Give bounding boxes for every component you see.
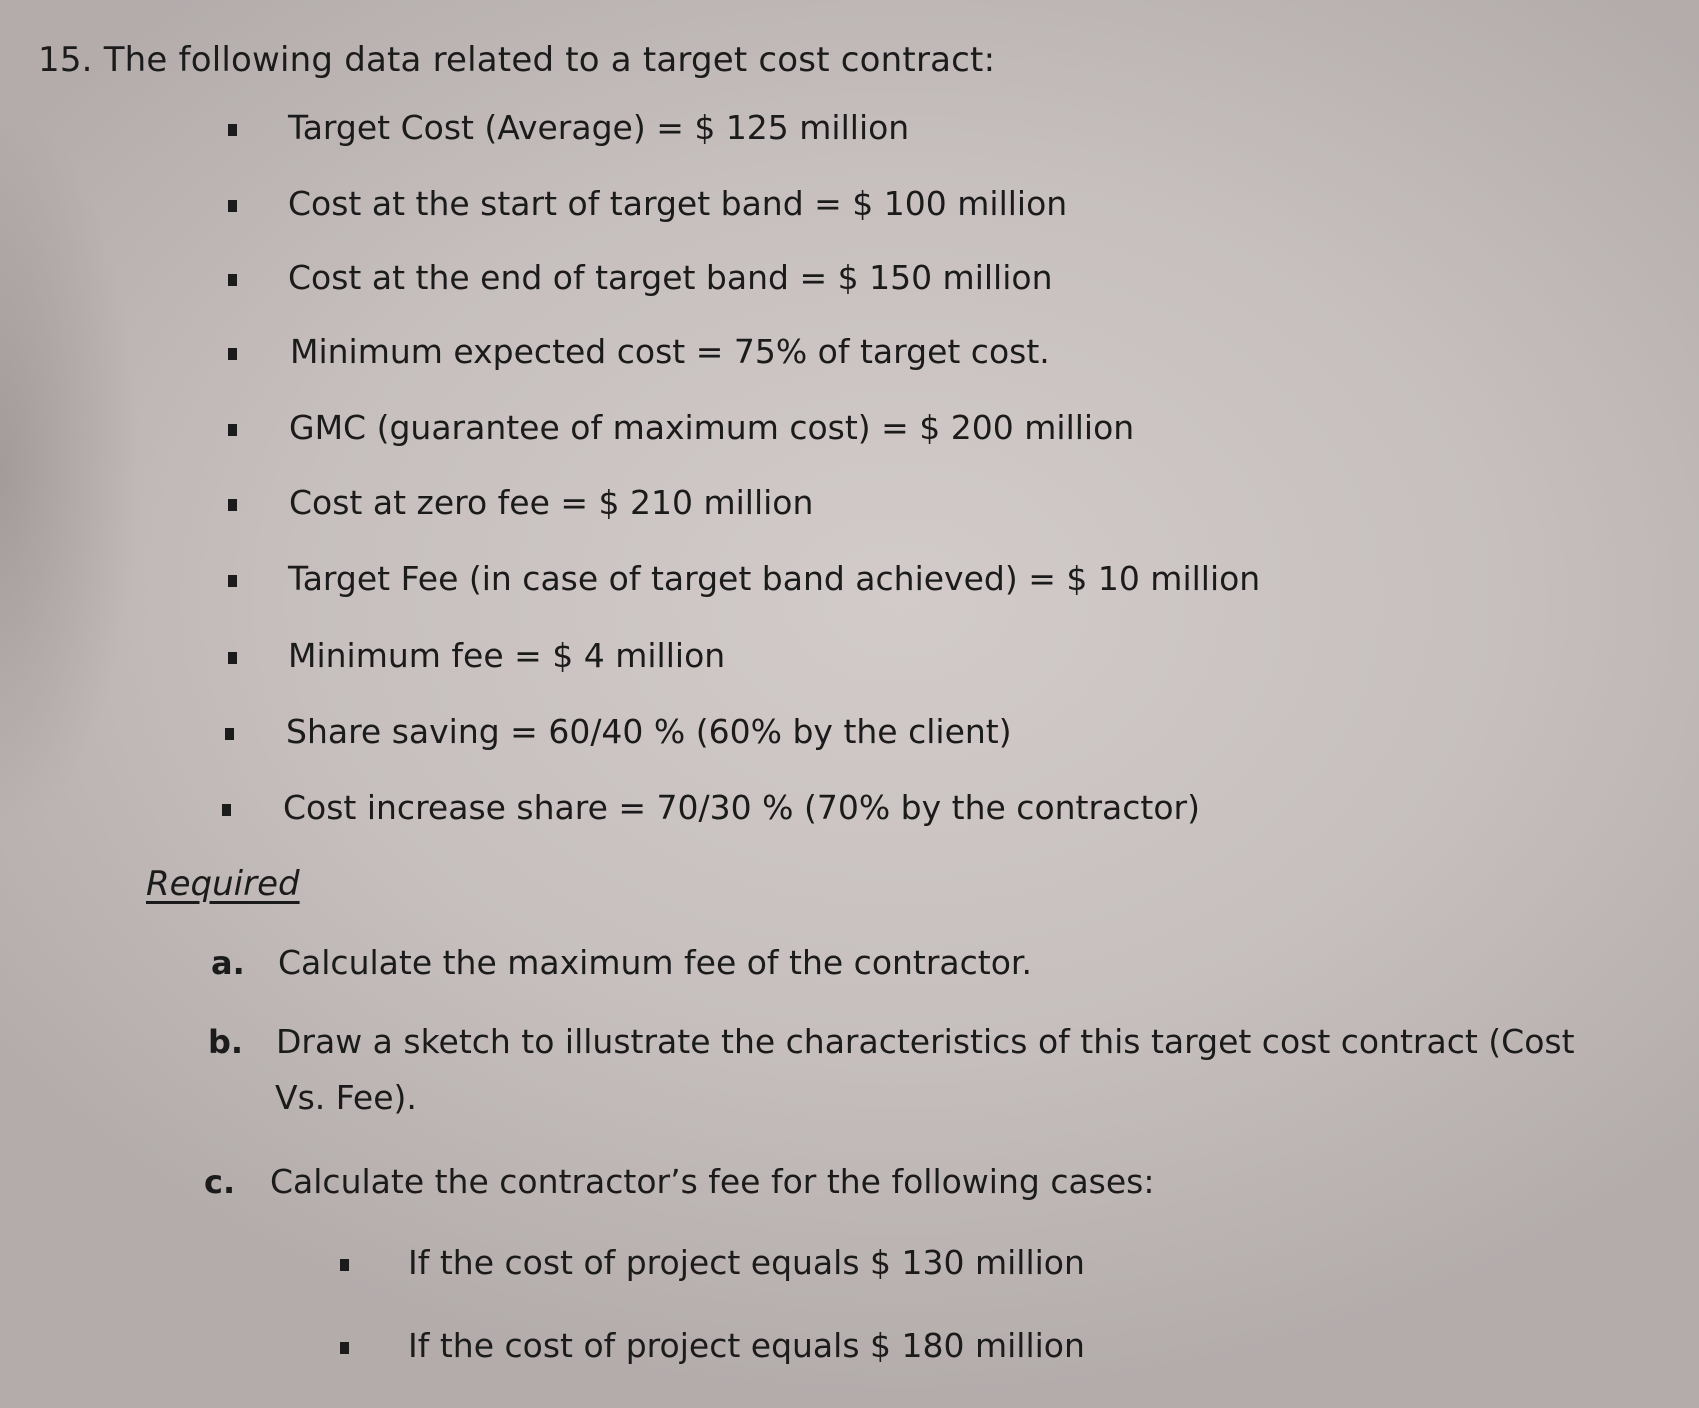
required-heading: Required <box>146 864 300 904</box>
bullet-square-icon <box>228 499 237 511</box>
bullet-square-icon <box>228 348 237 360</box>
bullet-square-icon <box>228 652 237 664</box>
required-item-text-continued: Vs. Fee). <box>275 1078 417 1117</box>
bullet-square-icon <box>222 804 231 816</box>
bullet-square-icon <box>228 575 237 587</box>
bullet-square-icon <box>228 124 237 136</box>
question-page: 15. The following data related to a target cost contract: Target Cost (Average) = $ 125 million Cost at the start of target band = $ 100 million Cost at the end of target band = $ 150 million Minimum expected cost = 75% of target cost. GMC (guarantee of maximum cost) = $ 200 million Cost at zero fee = $ 210 million Target Fee (in case of target band achieved) = $ 10 million Minimum fee = $ 4 million Share saving = 60/40 % (60% by the client) Cost increase share = 70/30 % (70% by the contractor) Required a. Calculate the maximum fee of the contractor. b. Draw a sketch to illustrate the characteristics of this target cost contract (Cost Vs. Fee). c. Calculate the contractor’s fee for the following cases: If the cost of project equals $ 130 million If the cost of project equals $ 180 million <box>38 40 1575 1365</box>
question-number: 15. <box>38 40 93 80</box>
required-item-text: Draw a sketch to illustrate the characteristics of this target cost contract (Cost <box>276 1022 1575 1061</box>
question-title <box>38 40 995 80</box>
bullet-square-icon <box>340 1259 349 1271</box>
bullet-square-icon <box>228 274 237 286</box>
required-item-marker: c. <box>204 1163 236 1201</box>
required-item-marker: b. <box>208 1023 244 1061</box>
question-text: The following data related to a target cost contract: <box>103 40 996 80</box>
required-item-text: Calculate the contractor’s fee for the following cases: <box>270 1162 1155 1201</box>
bullet-square-icon <box>340 1342 349 1354</box>
bullet-square-icon <box>228 200 237 212</box>
bullet-square-icon <box>228 424 237 436</box>
bullet-square-icon <box>225 728 234 740</box>
required-item-text: Calculate the maximum fee of the contractor. <box>278 943 1032 982</box>
required-item-marker: a. <box>211 944 245 982</box>
